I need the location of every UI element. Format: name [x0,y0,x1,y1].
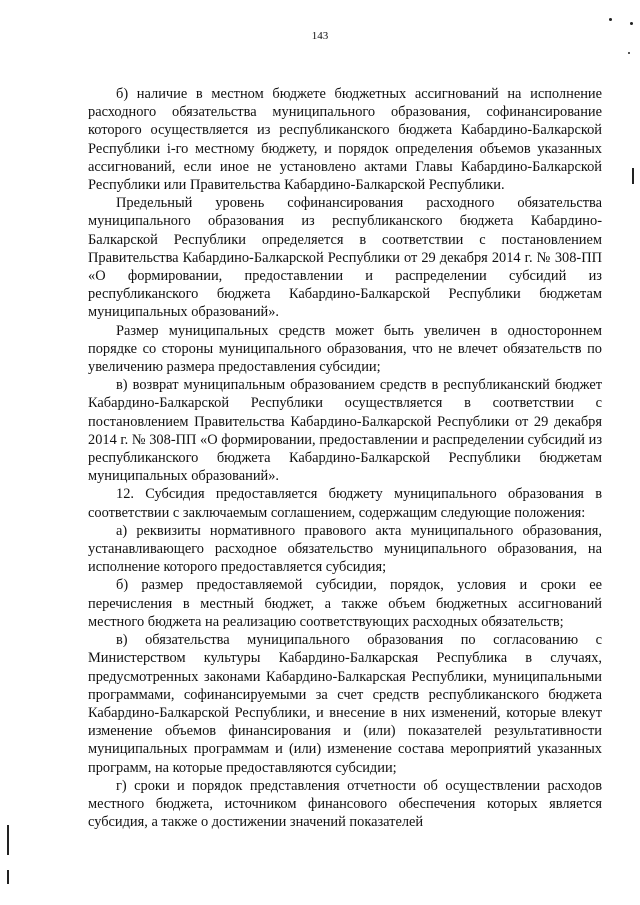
scan-speck [609,18,612,21]
paragraph-cofinancing-limit: Предельный уровень софинансирования расходного обязательства муниципального образования из республиканского бюджета Кабардино-Балкарской Республики определяется в соответствии с постановлением Правительства Кабардино-Балкарской Республики от 29 декабря 2014 г. № 308-ПП «О формировании, предоставлении и распределении субсидий из республиканского бюджета Кабардино-Балкарской Республики бюджетам муниципальных образований». [88,195,602,321]
paragraph-clause-12: 12. Субсидия предоставляется бюджету муниципального образования в соответствии с заключаемым соглашением, содержащим следующие положения: [88,486,602,521]
scan-edge-mark [7,870,9,884]
paragraph-municipal-funds: Размер муниципальных средств может быть увеличен в одностороннем порядке со стороны муниципального образования, что не влечет обязательств по увеличению размера предоставления субсидии; [88,322,602,376]
paragraph-item-v-obligations: в) обязательства муниципального образования по согласованию с Министерством культуры Кабардино-Балкарская Республика в случаях, предусмотренных законами Кабардино-Балкарская Республики, муниципальными программами, софинансируемыми за счет средств республиканского бюджета Кабардино-Балкарской Республики, и внесение в них изменений, которые влекут изменение объемов финансирования и (или) показателей результативности муниципальных программам и (или) изменение состава мероприятий указанных программ, на которые предоставляются субсидии; [88,632,602,776]
page-number: 143 [311,30,329,42]
scan-speck [628,52,630,54]
scan-speck [630,22,633,25]
paragraph-item-b-amount: б) размер предоставляемой субсидии, порядок, условия и сроки ее перечисления в местный бюджет, а также объем бюджетных ассигнований местного бюджета на реализацию соответствующих расходных обязательств; [88,577,602,630]
scan-edge-mark [632,168,634,184]
paragraph-item-g-reporting: г) сроки и порядок представления отчетности об осуществлении расходов местного бюджета, источником финансового обеспечения которых является субсидия, а также о достижении значений показателей [88,777,602,831]
paragraph-item-a-requisites: а) реквизиты нормативного правового акта муниципального образования, устанавливающего расходное обязательство муниципального образования, на исполнение которого предоставляется субсидия; [88,522,602,576]
scan-edge-mark [7,825,9,855]
paragraph-item-b: б) наличие в местном бюджете бюджетных ассигнований на исполнение расходного обязательства муниципального образования, софинансирование которого осуществляется из республиканского бюджета Кабардино-Балкарской Республики i-го местному бюджету, и порядок определения объемов указанных ассигнований, если иное не установлено актами Главы Кабардино-Балкарской Республики или Правительства Кабардино-Балкарской Республики. [88,86,602,194]
paragraph-item-v-return: в) возврат муниципальным образованием средств в республиканский бюджет Кабардино-Балкарской Республики осуществляется в соответствии с постановлением Правительства Кабардино-Балкарской Республики от 29 декабря 2014 г. № 308-ПП «О формировании, предоставлении и распределении субсидий из республиканского бюджета Кабардино-Балкарской Республики бюджетам муниципальных образований». [88,377,602,485]
document-body [88,85,602,831]
